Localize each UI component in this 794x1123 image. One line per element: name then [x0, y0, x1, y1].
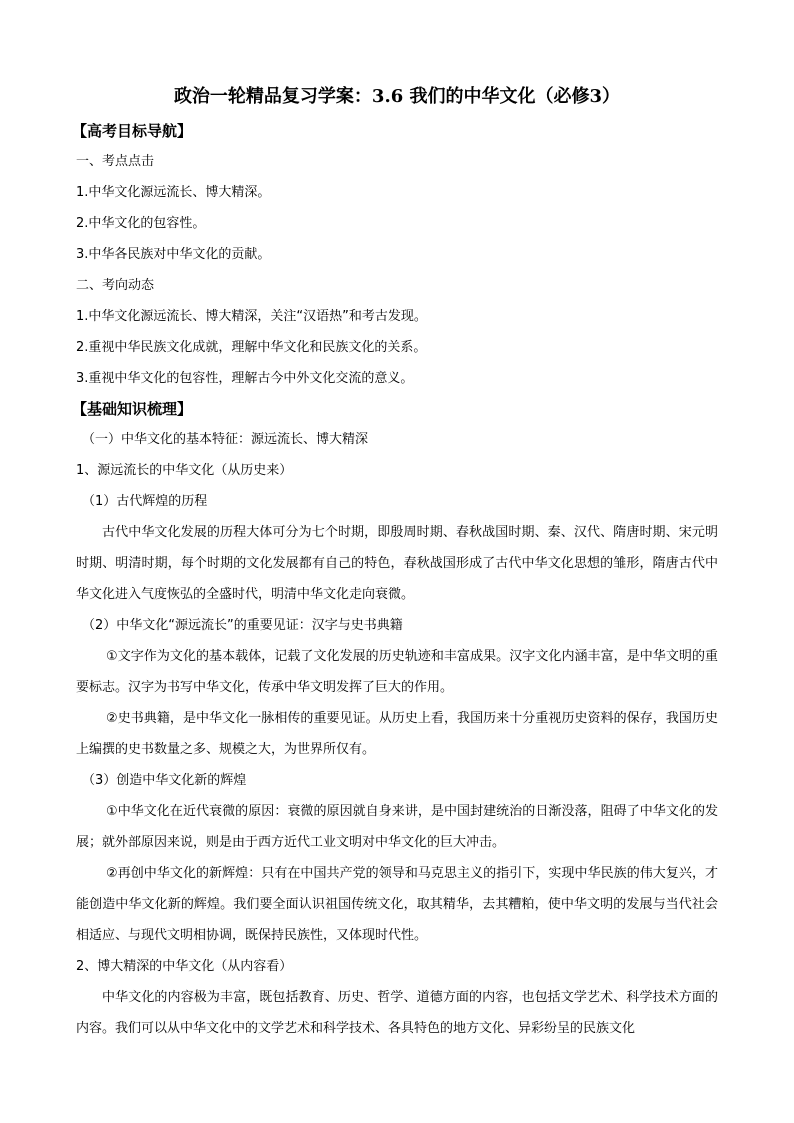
- sub-heading: （3）创造中华文化新的辉煌: [82, 773, 247, 788]
- kaodian-item: 1.中华文化源远流长、博大精深。: [76, 185, 271, 200]
- paragraph: ②史书典籍，是中华文化一脉相传的重要见证。从历史上看，我国历来十分重视历史资料的保存，我国历史上编撰的史书数量之多、规模之大，为世界所仅有。: [76, 711, 718, 757]
- paragraph: 中华文化的内容极为丰富，既包括教育、历史、哲学、道德方面的内容，也包括文学艺术、科学技术方面的内容。我们可以从中华文化中的文学艺术和科学技术、各具特色的地方文化、异彩纷呈的民族文化: [76, 990, 718, 1036]
- paragraph: ①文字作为文化的基本载体，记载了文化发展的历史轨迹和丰富成果。汉字文化内涵丰富，是中华文明的重要标志。汉字为书写中华文化，传承中华文明发挥了巨大的作用。: [76, 649, 718, 695]
- paragraph: ②再创中华文化的新辉煌：只有在中国共产党的领导和马克思主义的指引下，实现中华民族的伟大复兴，才能创造中华文化新的辉煌。我们要全面认识祖国传统文化，取其精华，去其糟粕，使中华文明的发展与当代社会相适应、与现代文明相协调，既保持民族性，又体现时代性。: [76, 866, 718, 943]
- item-heading: 1、源远流长的中华文化（从历史来）: [76, 463, 293, 478]
- kaodian-heading: 一、考点点击: [76, 154, 155, 169]
- sub-heading: （2）中华文化“源远流长”的重要见证：汉字与史书典籍: [82, 618, 403, 633]
- kaodian-item: 3.中华各民族对中华文化的贡献。: [76, 247, 271, 262]
- item-heading: 2、博大精深的中华文化（从内容看）: [76, 959, 293, 974]
- paragraph: ①中华文化在近代衰微的原因：衰微的原因就自身来讲，是中国封建统治的日渐没落，阻碍了中华文化的发展；就外部原因来说，则是由于西方近代工业文明对中华文化的巨大冲击。: [76, 804, 718, 850]
- paragraph: 古代中华文化发展的历程大体可分为七个时期，即殷周时期、春秋战国时期、秦、汉代、隋唐时期、宋元明时期、明清时期，每个时期的文化发展都有自己的特色，春秋战国形成了古代中华文化思想的雏形，隋唐古代中华文化进入气度恢弘的全盛时代，明清中华文化走向衰微。: [76, 525, 718, 602]
- part-heading: （一）中华文化的基本特征：源远流长、博大精深: [82, 432, 369, 447]
- sub-heading: （1）古代辉煌的历程: [82, 494, 208, 509]
- kaodian-item: 2.中华文化的包容性。: [76, 216, 206, 231]
- section-heading-goals: 【高考目标导航】: [72, 122, 193, 140]
- kaoxiang-item: 3.重视中华文化的包容性，理解古今中外文化交流的意义。: [76, 371, 414, 386]
- section-heading-basics: 【基础知识梳理】: [72, 400, 193, 418]
- kaoxiang-item: 1.中华文化源远流长、博大精深，关注“汉语热”和考古发现。: [76, 309, 427, 324]
- kaoxiang-item: 2.重视中华民族文化成就，理解中华文化和民族文化的关系。: [76, 340, 427, 355]
- kaoxiang-heading: 二、考向动态: [76, 278, 155, 293]
- page-title: 政治一轮精品复习学案：3.6 我们的中华文化（必修3）: [173, 86, 621, 107]
